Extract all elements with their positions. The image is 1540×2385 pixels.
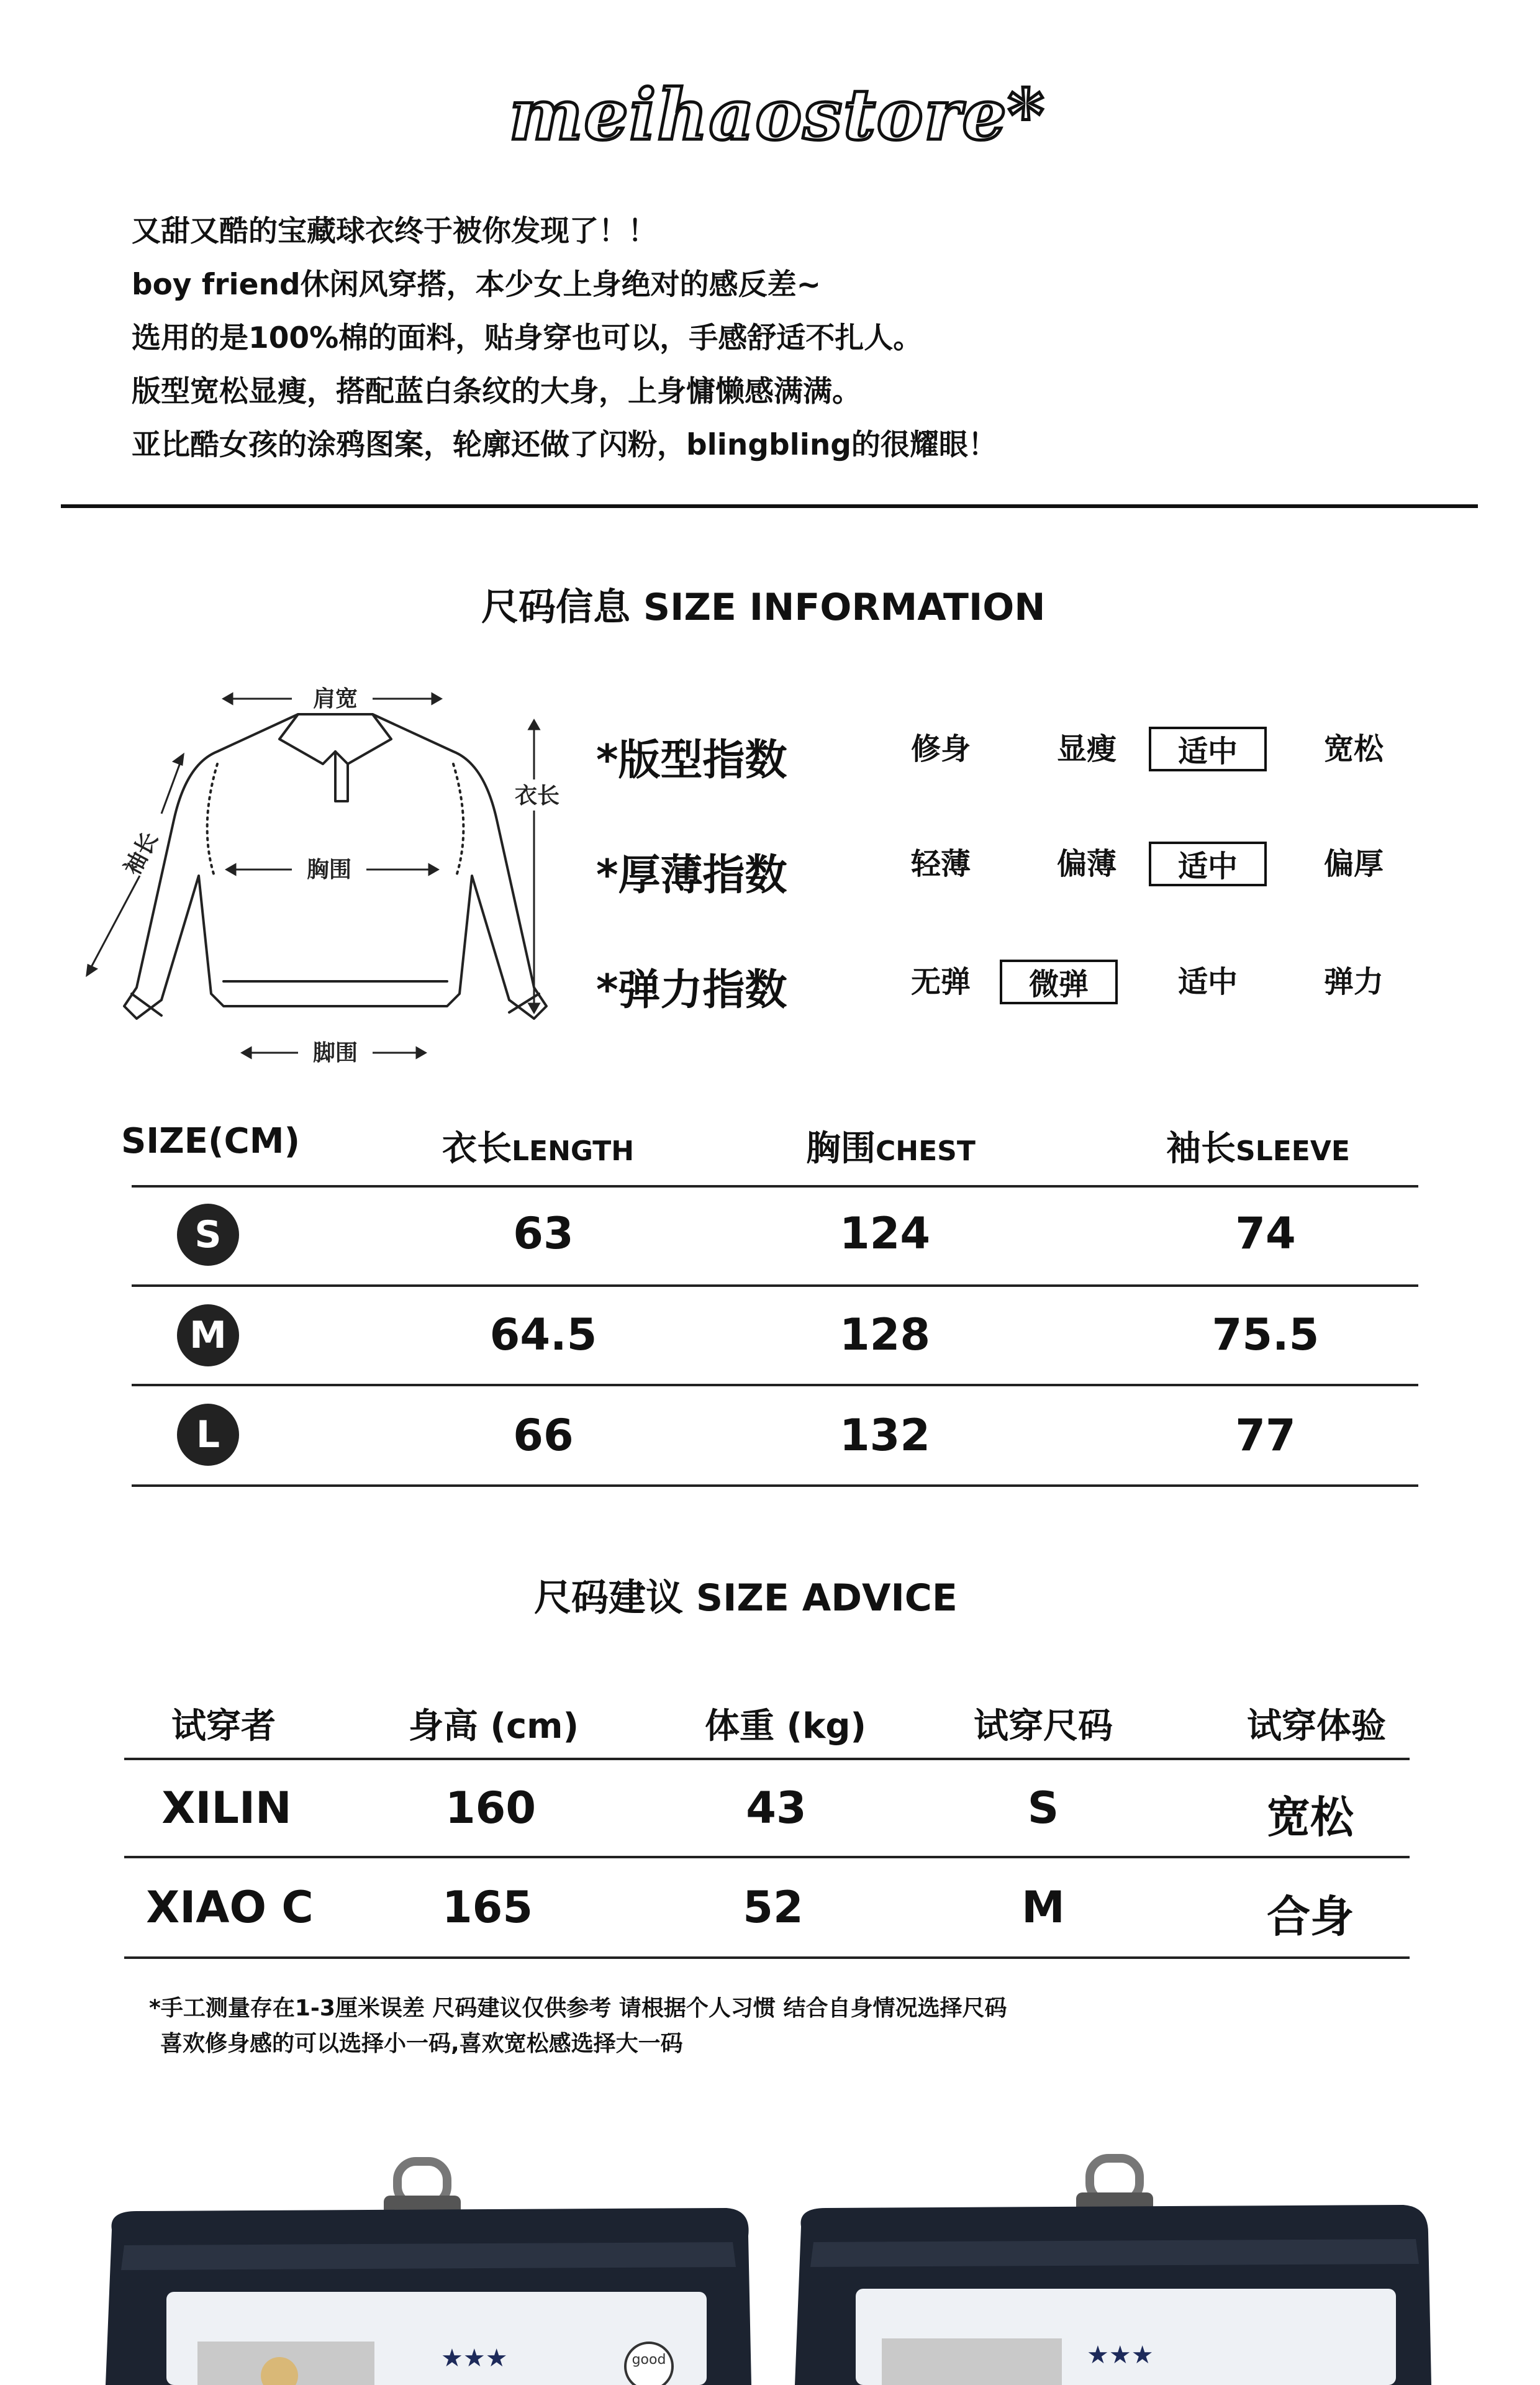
sleeve-value: 77 (1235, 1410, 1296, 1461)
elasticity-index-label: *弹力指数 (596, 966, 787, 1015)
fit-index-label: *版型指数 (596, 736, 787, 785)
divider (61, 504, 1478, 508)
size-badge-s: S (177, 1204, 239, 1266)
table-divider (132, 1284, 1418, 1287)
chest-label: 胸围 (306, 857, 352, 883)
card-sticker: good (632, 2352, 666, 2368)
size-table (0, 1112, 1540, 1497)
card-holder-photos (0, 2137, 1540, 2385)
fit-option: 宽松 (1323, 732, 1384, 766)
chest-value: 124 (839, 1208, 931, 1259)
length-value: 66 (513, 1410, 574, 1461)
advice-header: 试穿尺码 (974, 1706, 1113, 1747)
card-holder-left (106, 2161, 751, 2385)
advice-header: 试穿者 (171, 1706, 276, 1747)
thickness-option-selected: 适中 (1149, 842, 1267, 886)
brand-logo: meihaostore* (509, 75, 1046, 156)
tester-height: 160 (445, 1783, 537, 1833)
chest-header: 胸围CHEST (806, 1129, 976, 1169)
table-divider (132, 1484, 1418, 1487)
tester-size: M (1021, 1882, 1065, 1933)
thickness-option: 轻薄 (910, 847, 971, 881)
intro-line: 亚比酷女孩的涂鸦图案，轮廓还做了闪粉，blingbling的很耀眼！ (132, 428, 997, 462)
size-badge-l: L (177, 1404, 239, 1466)
tester-experience: 合身 (1267, 1891, 1354, 1942)
size-badge-m: M (177, 1304, 239, 1366)
fit-option: 显瘦 (1056, 732, 1116, 766)
fit-indices (596, 727, 1465, 1074)
table-divider (132, 1185, 1418, 1188)
intro-line: 选用的是100%棉的面料，贴身穿也可以，手感舒适不扎人。 (132, 321, 923, 355)
length-value: 63 (513, 1208, 574, 1259)
size-header: SIZE(CM) (121, 1121, 301, 1161)
table-divider (124, 1856, 1410, 1858)
table-divider (132, 1384, 1418, 1386)
tester-name: XIAO C (146, 1882, 314, 1933)
intro-line: 又甜又酷的宝藏球衣终于被你发现了！！ (132, 214, 657, 248)
card-stars: ★★★ (1087, 2341, 1154, 2369)
sleeve-value: 75.5 (1212, 1309, 1320, 1360)
advice-header: 试穿体验 (1247, 1706, 1386, 1747)
length-value: 64.5 (489, 1309, 597, 1360)
chest-value: 128 (839, 1309, 931, 1360)
advice-header: 身高 (cm) (408, 1706, 579, 1747)
size-info-title: 尺码信息 SIZE INFORMATION (481, 586, 1046, 629)
fit-option-selected: 适中 (1149, 727, 1267, 771)
tester-size: S (1027, 1783, 1059, 1833)
card-holder-right (795, 2158, 1431, 2385)
length-header: 衣长LENGTH (442, 1129, 635, 1169)
intro-line: 版型宽松显瘦，搭配蓝白条纹的大身，上身慵懒感满满。 (132, 375, 861, 409)
tester-height: 165 (442, 1882, 533, 1933)
tester-weight: 52 (743, 1882, 804, 1933)
size-advice-title: 尺码建议 SIZE ADVICE (534, 1576, 958, 1620)
sleeve-label: 袖长 (119, 828, 163, 880)
table-divider (124, 1956, 1410, 1959)
elasticity-option: 无弹 (910, 965, 971, 999)
sizing-tip-note: 喜欢修身感的可以选择小一码,喜欢宽松感选择大一码 (160, 2031, 683, 2056)
tester-weight: 43 (746, 1783, 807, 1833)
elasticity-option: 弹力 (1323, 965, 1384, 999)
garment-diagram (75, 671, 571, 1074)
thickness-option: 偏厚 (1323, 847, 1384, 881)
thickness-option: 偏薄 (1056, 847, 1116, 881)
sleeve-header: 袖长SLEEVE (1166, 1129, 1350, 1169)
advice-header: 体重 (kg) (704, 1706, 866, 1747)
sleeve-value: 74 (1235, 1208, 1296, 1259)
tester-experience: 宽松 (1267, 1792, 1354, 1843)
chest-value: 132 (839, 1410, 931, 1461)
table-divider (124, 1758, 1410, 1760)
intro-text (132, 205, 997, 472)
fit-option: 修身 (910, 732, 971, 766)
length-label: 衣长 (514, 783, 560, 809)
tester-name: XILIN (161, 1783, 292, 1833)
intro-line: boy friend休闲风穿搭，本少女上身绝对的感反差~ (132, 268, 822, 302)
hem-label: 脚围 (312, 1040, 358, 1066)
elasticity-option-selected: 微弹 (1000, 960, 1118, 1004)
thickness-index-label: *厚薄指数 (596, 851, 787, 900)
disclaimer-note: *手工测量存在1-3厘米误差 尺码建议仅供参考 请根据个人习惯 结合自身情况选择尺码 (149, 1996, 1007, 2021)
shoulder-label: 肩宽 (312, 686, 358, 712)
card-stars: ★★★ (441, 2344, 508, 2373)
elasticity-option: 适中 (1177, 965, 1238, 999)
advice-table (0, 1689, 1540, 1969)
